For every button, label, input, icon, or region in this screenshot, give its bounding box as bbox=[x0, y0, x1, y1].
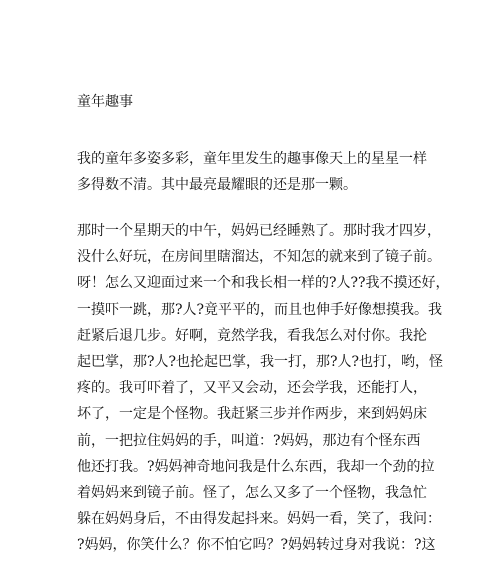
document-title: 童年趣事 bbox=[77, 94, 133, 110]
text-line: 多得数不清。其中最亮最耀眼的还是那一颗。 bbox=[77, 177, 357, 193]
text-line: 疼的。我可吓着了，又平又会动，还会学我，还能打人， bbox=[77, 380, 427, 397]
text-line: 起巴掌，那?人?也抡起巴掌，我一打，那?人?也打，哟，怪 bbox=[77, 353, 444, 370]
text-line: 那时一个星期天的中午，妈妈已经睡熟了。那时我才四岁， bbox=[77, 223, 441, 239]
text-line: 一摸吓一跳，那?人?竟平平的，而且也伸手好像想摸我。我 bbox=[77, 301, 443, 318]
text-line: 赶紧后退几步。好啊，竟然学我，看我怎么对付你。我抡 bbox=[77, 327, 427, 344]
text-line: 着妈妈来到镜子前。怪了，怎么又多了一个怪物，我急忙 bbox=[77, 484, 427, 501]
text-line: 没什么好玩，在房间里瞎溜达，不知怎的就来到了镜子前。 bbox=[77, 249, 441, 266]
text-line: 他还打我。?妈妈神奇地问我是什么东西，我却一个劲的拉 bbox=[77, 458, 435, 475]
text-line: ?妈妈，你笑什么？你不怕它吗？?妈妈转过身对我说：?这 bbox=[77, 537, 436, 554]
text-line: 躲在妈妈身后，不由得发起抖来。妈妈一看，笑了，我问： bbox=[77, 511, 441, 528]
text-line: 前，一把拉住妈妈的手，叫道：?妈妈，那边有个怪东西 bbox=[77, 432, 421, 449]
text-line: 坏了，一定是个怪物。我赶紧三步并作两步，来到妈妈床 bbox=[77, 406, 427, 423]
text-line: 呀！怎么又迎面过来一个和我长相一样的?人??我不摸还好， bbox=[77, 275, 450, 292]
paragraph-intro bbox=[77, 146, 427, 198]
paragraph-story bbox=[77, 218, 450, 558]
text-line: 我的童年多姿多彩，童年里发生的趣事像天上的星星一样 bbox=[77, 151, 427, 167]
